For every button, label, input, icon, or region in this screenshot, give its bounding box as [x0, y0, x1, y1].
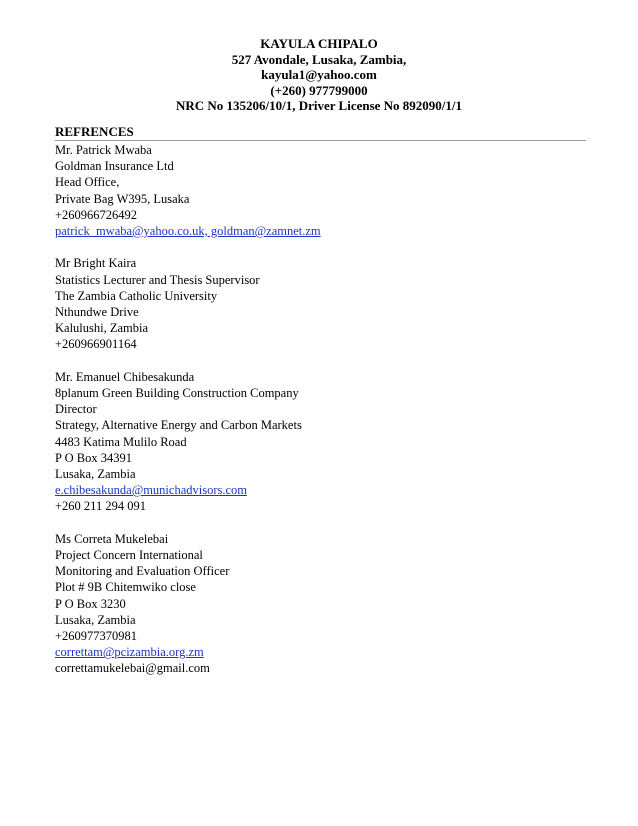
- reference-line: +260 211 294 091: [55, 499, 146, 514]
- reference-email-link[interactable]: patrick_mwaba@yahoo.co.uk, goldman@zamnet.zm: [55, 224, 321, 239]
- reference-line: P O Box 3230: [55, 596, 126, 611]
- reference-entry: [55, 255, 595, 352]
- reference-line: Kalulushi, Zambia: [55, 321, 149, 336]
- reference-line: Lusaka, Zambia: [55, 612, 136, 627]
- reference-line: Statistics Lecturer and Thesis Supervisor: [55, 272, 260, 287]
- reference-line: +260977370981: [55, 629, 138, 644]
- reference-entry: [55, 531, 595, 677]
- reference-line: Mr. Patrick Mwaba: [55, 143, 152, 157]
- reference-line: Strategy, Alternative Energy and Carbon Markets: [55, 418, 302, 433]
- reference-line: Plot # 9B Chitemwiko close: [55, 580, 196, 595]
- reference-line: The Zambia Catholic University: [55, 288, 218, 303]
- reference-line: Nthundwe Drive: [55, 305, 139, 320]
- candidate-email: kayula1@yahoo.com: [261, 67, 377, 82]
- reference-line: correttamukelebai@gmail.com: [55, 661, 210, 676]
- references-list: [55, 142, 595, 693]
- reference-line: 4483 Katima Mulilo Road: [55, 434, 187, 449]
- candidate-ids: NRC No 135206/10/1, Driver License No 892090/1/1: [175, 98, 463, 113]
- references-heading: REFRENCES: [55, 124, 586, 141]
- reference-line: Project Concern International: [55, 548, 203, 563]
- reference-line: Mr Bright Kaira: [55, 256, 137, 271]
- reference-line: Lusaka, Zambia: [55, 467, 136, 482]
- reference-email-link[interactable]: e.chibesakunda@munichadvisors.com: [55, 483, 248, 498]
- reference-line: Private Bag W395, Lusaka: [55, 191, 190, 206]
- reference-line: Director: [55, 402, 97, 417]
- reference-line: Goldman Insurance Ltd: [55, 159, 174, 174]
- candidate-name: KAYULA CHIPALO: [260, 36, 378, 51]
- reference-email-link[interactable]: correttam@pcizambia.org.zm: [55, 645, 204, 660]
- reference-line: +260966726492: [55, 207, 138, 222]
- reference-line: P O Box 34391: [55, 450, 132, 465]
- reference-line: 8planum Green Building Construction Company: [55, 386, 299, 401]
- cv-header: [0, 36, 638, 114]
- reference-line: Ms Correta Mukelebai: [55, 531, 169, 546]
- candidate-phone: (+260) 977799000: [270, 82, 368, 98]
- reference-line: +260966901164: [55, 337, 137, 352]
- reference-line: Monitoring and Evaluation Officer: [55, 564, 230, 579]
- candidate-address: 527 Avondale, Lusaka, Zambia,: [231, 51, 407, 67]
- reference-entry: [55, 142, 595, 239]
- reference-line: Mr. Emanuel Chibesakunda: [55, 369, 195, 384]
- reference-line: Head Office,: [55, 175, 120, 190]
- reference-entry: [55, 369, 595, 515]
